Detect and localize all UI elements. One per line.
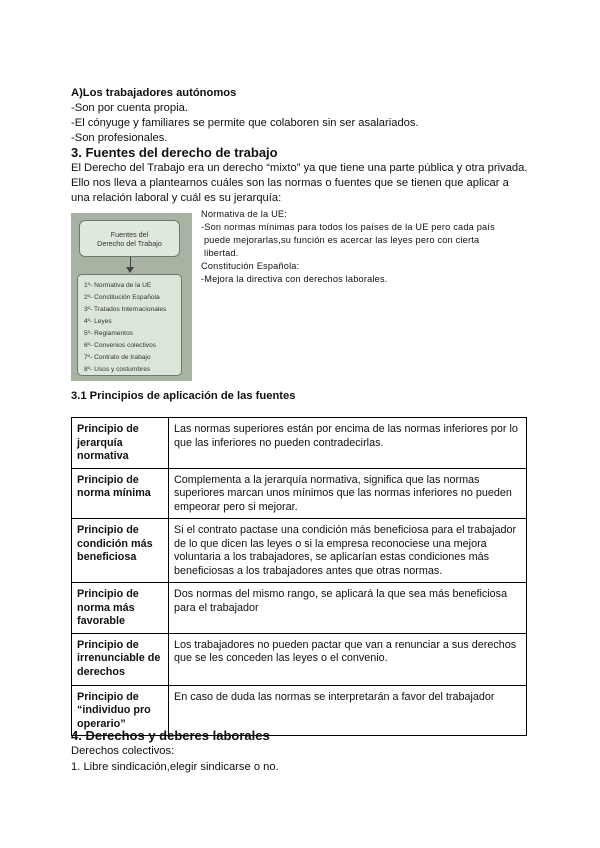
principle-description: Complementa a la jerarquía normativa, significa que las normas superiores marcan unos mínimos que las normas inferiores no pueden empeorar pero si mejorar. xyxy=(169,468,527,519)
figure-title-box xyxy=(79,220,180,257)
principle-name: Principio de condición más beneficiosa xyxy=(72,519,169,583)
section-4-heading: 4. Derechos y deberes laborales xyxy=(71,728,270,743)
section-3-paragraph-line: una relación laboral y cuál es su jerarquía: xyxy=(71,192,282,204)
principle-name: Principio de norma mínima xyxy=(72,468,169,519)
table-row xyxy=(72,519,527,583)
figure-list-item: 7º- Contrato de trabajo xyxy=(84,354,151,361)
section-a-title: A)Los trabajadores autónomos xyxy=(71,87,237,99)
figure-list-item: 4º- Leyes xyxy=(84,318,112,325)
figure-title-line: Fuentes del xyxy=(110,230,149,239)
principle-description: Dos normas del mismo rango, se aplicará la que sea más beneficiosa para el trabajador xyxy=(169,583,527,634)
table-row xyxy=(72,468,527,519)
section-4-list-item: 1. Libre sindicación,elegir sindicarse o no. xyxy=(71,761,279,773)
section-a-line: -Son profesionales. xyxy=(71,132,168,144)
section-3-paragraph-line: El Derecho del Trabajo era un derecho “mixto” ya que tiene una parte pública y otra privada. xyxy=(71,162,528,174)
principle-description: Las normas superiores están por encima de las normas inferiores por lo que las inferiores no pueden contradecirlas. xyxy=(169,418,527,469)
figure-title-line: Derecho del Trabajo xyxy=(97,239,162,248)
figure-list-item: 6º- Convenios colectivos xyxy=(84,342,157,349)
ue-notes-line: puede mejorarlas,su función es acercar las leyes pero con cierta xyxy=(204,235,480,245)
sources-hierarchy-figure xyxy=(71,213,192,381)
table-row xyxy=(72,418,527,469)
figure-list-item: 3º- Tratados Internacionales xyxy=(84,306,167,313)
section-a-line: -Son por cuenta propia. xyxy=(71,102,188,114)
figure-list-item: 1º- Normativa de la UE xyxy=(84,282,152,289)
principle-description: Si el contrato pactase una condición más beneficiosa para el trabajador de lo que dicen las leyes o si la empresa reconociese una mejora voluntaria a los trabajadores, se aplicarían estas condiciones más beneficiosas a los trabajadores antes que otras normas. xyxy=(169,519,527,583)
table-row xyxy=(72,633,527,685)
ue-notes-title: Normativa de la UE: xyxy=(201,209,288,219)
principle-name: Principio de “individuo pro operario” xyxy=(72,685,169,736)
section-4-subtitle: Derechos colectivos: xyxy=(71,745,175,757)
principle-name: Principio de irrenunciable de derechos xyxy=(72,633,169,685)
principle-name: Principio de norma más favorable xyxy=(72,583,169,634)
section-3-1-heading: 3.1 Principios de aplicación de las fuentes xyxy=(71,390,296,402)
principle-name: Principio de jerarquía normativa xyxy=(72,418,169,469)
section-a-line: -El cónyuge y familiares se permite que colaboren sin ser asalariados. xyxy=(71,117,419,129)
section-3-paragraph-line: Ello nos lleva a plantearnos cuáles son las normas o fuentes que se tienen que aplicar a xyxy=(71,177,509,189)
figure-list-item: 5º- Reglamentos xyxy=(84,330,133,337)
ce-notes-line: -Mejora la directiva con derechos laborales. xyxy=(201,274,388,284)
ce-notes-title: Constitución Española: xyxy=(201,261,300,271)
principles-table xyxy=(71,417,527,736)
section-3-heading: 3. Fuentes del derecho de trabajo xyxy=(71,145,278,160)
ue-notes-line: libertad. xyxy=(204,248,239,258)
figure-list-box xyxy=(77,274,182,376)
principle-description: En caso de duda las normas se interpretarán a favor del trabajador xyxy=(169,685,527,736)
arrowhead-icon xyxy=(126,267,134,273)
figure-list-item: 8º- Usos y costumbres xyxy=(84,366,151,373)
table-row xyxy=(72,583,527,634)
principle-description: Los trabajadores no pueden pactar que van a renunciar a sus derechos que se les conceden las leyes o el convenio. xyxy=(169,633,527,685)
figure-list-item: 2º- Constitución Española xyxy=(84,294,160,301)
ue-notes-line: -Son normas mínimas para todos los países de la UE pero cada país xyxy=(201,222,495,232)
